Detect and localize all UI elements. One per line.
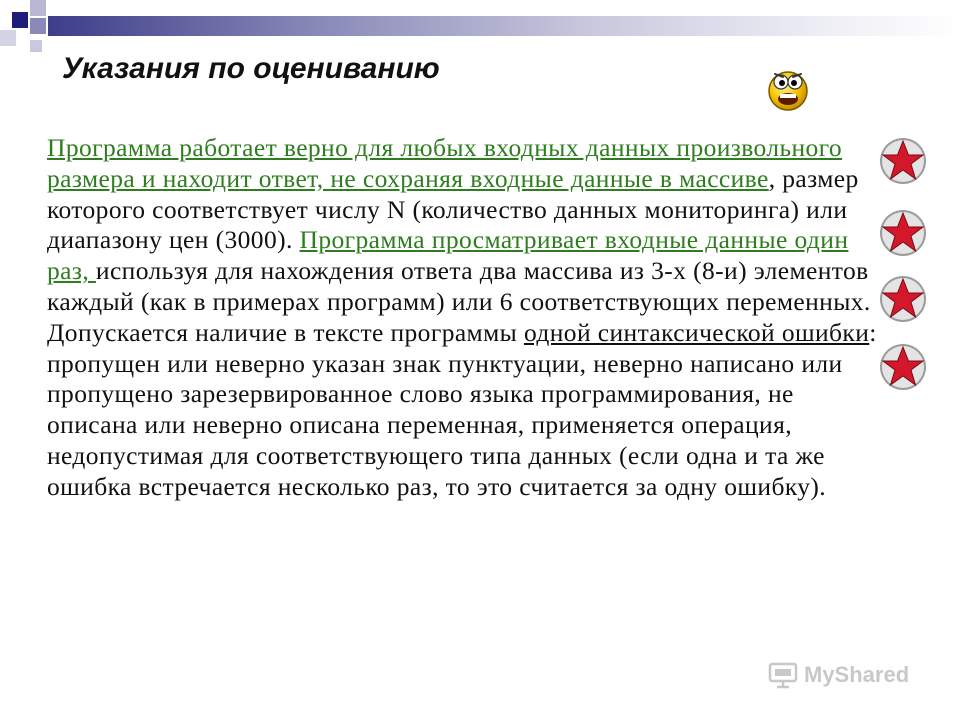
deco-square xyxy=(0,30,16,46)
deco-square xyxy=(30,18,46,34)
red-star-icon xyxy=(878,208,928,258)
text-segment: , размер которого соответствует числу N (количество данных мониторинга) или диапазону цен (3000). xyxy=(47,163,859,255)
red-star-icon xyxy=(878,136,928,186)
watermark-text: MyShared xyxy=(804,662,910,687)
highlighted-criterion-2: Программа просматривает входные данные один раз, xyxy=(47,225,849,286)
deco-square xyxy=(12,12,28,28)
grading-instructions-text xyxy=(47,133,887,503)
red-star-icon xyxy=(878,342,928,392)
slide-title: Указания по оцениванию xyxy=(62,52,440,85)
underlined-syntax-error: одной синтаксической ошибки xyxy=(523,317,870,347)
header-gradient-bar xyxy=(48,16,960,36)
watermark xyxy=(768,660,909,690)
smiley-face-icon xyxy=(766,66,810,112)
deco-square xyxy=(30,0,46,16)
red-star-icon xyxy=(878,274,928,324)
deco-square xyxy=(30,40,42,52)
highlighted-criterion-1: Программа работает верно для любых входных данных произвольного размера и находит ответ, не сохраняя входные данные в массиве xyxy=(47,133,843,193)
text-segment: используя для нахождения ответа два массива из 3-х (8-и) элементов каждый (как в примерах программ) или 6 соответствующих переменных. Допускается наличие в тексте программы xyxy=(47,256,871,347)
presentation-icon xyxy=(768,661,798,689)
text-segment: : пропущен или неверно указан знак пунктуации, неверно написано или пропущено зарезервированное слово языка программирования, не описана или неверно описана переменная, применяется операция, недопустимая для соответствующего типа данных (если одна и та же ошибка встречается несколько раз, то это считается за одну ошибку). xyxy=(47,317,877,501)
